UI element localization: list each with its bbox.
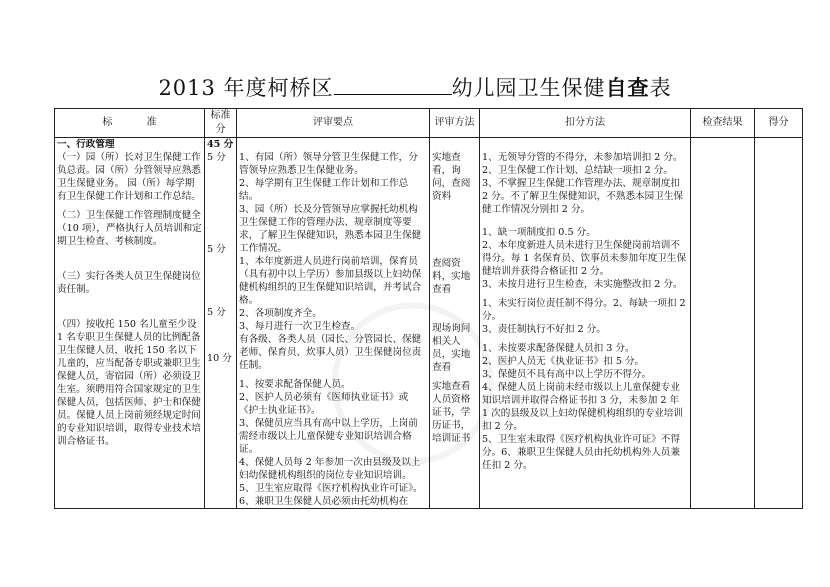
method-text: 查阅资料，实地查看	[432, 258, 471, 296]
method-text: 实地查看，询问，查阅资料	[432, 152, 471, 203]
row-score: 5 分	[207, 244, 226, 256]
method-cell	[430, 138, 480, 509]
deduction-item: 2、本年度新进人员未进行卫生保健岗前培训不得分。每 1 名保育员、饮事员未参加年度卫生保健培训并获得合格证扣 2 分。	[482, 240, 687, 278]
point-item: 5、卫生室应取得《医疗机构执业许可证》。	[239, 483, 423, 495]
point-item: 1、按要求配备保健人员。	[239, 379, 351, 391]
point-item: 2、各项制度齐全。	[239, 308, 322, 320]
title-bold: 自查	[605, 75, 650, 100]
header-result: 检查结果	[691, 109, 755, 138]
row-score: 5 分	[207, 152, 226, 164]
standard-text: （一）园（所）长对卫生保健工作负总责。园（所）分管领导应熟悉卫生保健业务。 园（所）每学期有卫生保健工作计划和工作总结。	[57, 152, 201, 203]
standard-text: （四）按收托 150 名儿童至少设 1 名专职卫生保健人员的比例配备卫生保健人员，收托 150 名以下儿童的，应当配备专职或兼职卫生保健人员，寄宿园（所）必须设卫生室。须聘用符合国家规定的卫生保健人员，包括医师、护士和保健员。保健人员上岗前须经规定时间的专业知识培训，取得专业技术培训合格证书。	[57, 319, 201, 448]
title-suffix: 表	[649, 76, 672, 100]
header-score: 标准分	[205, 109, 237, 138]
deduction-item: 2、医护人员无《执业证书》扣 5 分。	[482, 356, 645, 368]
standard-text: （二）卫生保健工作管理制度健全（10 项），严格执行人员培训和定期卫生检查、考核制度。	[57, 210, 202, 248]
title-prefix: 2013 年度柯桥区	[158, 76, 334, 100]
header-got: 得分	[755, 109, 803, 138]
deduction-item: 4、保健人员上岗前未经市级以上儿童保健专业知识培训并取得合格证书扣 3 分，未参加 2 年 1 次的县级及以上妇幼保健机构组织的专业培训扣 2 分。	[482, 382, 684, 433]
deduction-item: 3、未按月进行卫生检查，未实施整改扣 2 分。	[482, 279, 683, 291]
title-middle: 幼儿园卫生保健	[451, 76, 606, 100]
section-label: 一、行政管理	[57, 139, 115, 151]
deduction-item: 2、卫生保健工作计划、总结缺一项扣 2 分。	[482, 165, 673, 177]
deduction-item: 3、保健员不具有高中以上学历不得分。	[482, 369, 652, 381]
deduction-item: 3、责任制执行不好扣 2 分。	[482, 324, 606, 336]
deduction-item: 5、卫生室未取得《医疗机构执业许可证》不得分。6、兼职卫生保健人员由托幼机构外人员兼任扣 2 分。	[482, 434, 680, 472]
method-text: 实地查看人员资格证书，学历证书，培训证书	[432, 381, 471, 445]
deduction-item: 1、缺一项制度扣 0.5 分。	[482, 227, 596, 239]
standard-text: （三）实行各类人员卫生保健岗位责任制。	[57, 271, 201, 296]
point-item: 2、医护人员必须有《医师执业证书》或《护士执业证书》。	[239, 392, 409, 417]
point-item: 3、每月进行一次卫生检查。	[239, 321, 361, 333]
header-standard: 标准	[55, 109, 205, 138]
point-item: 4、保健人员每 2 年参加一次由县级及以上妇幼保健机构组织的岗位专业知识培训。	[239, 457, 421, 482]
row-score: 10 分	[207, 353, 232, 365]
score-cell	[205, 138, 237, 509]
point-item: 1、有园（所）领导分管卫生保健工作，分管领导应熟悉卫生保健业务。	[239, 152, 418, 177]
method-text: 现场询问相关人员，实地查看	[432, 323, 471, 374]
point-item: 1、本年度新进人员进行岗前培训，保育员（具有初中以上学历）参加县级以上妇幼保健机构组织的卫生保健知识培训，并考试合格。	[239, 256, 422, 307]
header-deduction: 扣分方法	[480, 109, 691, 138]
deduction-item: 1、无领导分管的不得分，未参加培训扣 2 分。	[482, 152, 683, 164]
header-method: 评审方法	[430, 109, 480, 138]
page-title	[0, 72, 830, 102]
deduction-item: 1、未实行岗位责任制不得分。2、每缺一项扣 2 分。	[482, 298, 686, 323]
point-item: 3、保健员应当具有高中以上学历，上岗前需经市级以上儿童保健专业知识培训合格证。	[239, 418, 418, 456]
inspection-table	[54, 108, 803, 509]
got-cell[interactable]	[755, 138, 803, 509]
standard-cell	[55, 138, 205, 509]
deduction-cell	[480, 138, 691, 509]
point-item: 3、园（所）长及分管领导应掌握托幼机构卫生保健工作的管理办法、规章制度等要求，了解卫生保健知识，熟悉本园卫生保健工作情况。	[239, 204, 422, 255]
point-item: 6、兼职卫生保健人员必须由托幼机构在	[239, 496, 409, 508]
section-score: 45 分	[207, 139, 234, 151]
result-cell[interactable]	[691, 138, 755, 509]
point-item: 有各级、各类人员（园长、分管园长、保健老师、保育员、炊事人员）卫生保健岗位责任制。	[239, 334, 422, 372]
title-blank	[334, 76, 452, 95]
row-score: 5 分	[207, 307, 226, 319]
points-cell	[237, 138, 430, 509]
header-row	[55, 109, 803, 138]
header-points: 评审要点	[237, 109, 430, 138]
point-item: 2、每学期有卫生保健工作计划和工作总结。	[239, 178, 409, 203]
deduction-item: 1、未按要求配备保健人员扣 3 分。	[482, 343, 635, 355]
table-row	[55, 138, 803, 509]
deduction-item: 3、不掌握卫生保健工作管理办法、规章制度扣 2 分。不了解卫生保健知识，不熟悉本园卫生保健工作情况分别扣 2 分。	[482, 178, 684, 216]
